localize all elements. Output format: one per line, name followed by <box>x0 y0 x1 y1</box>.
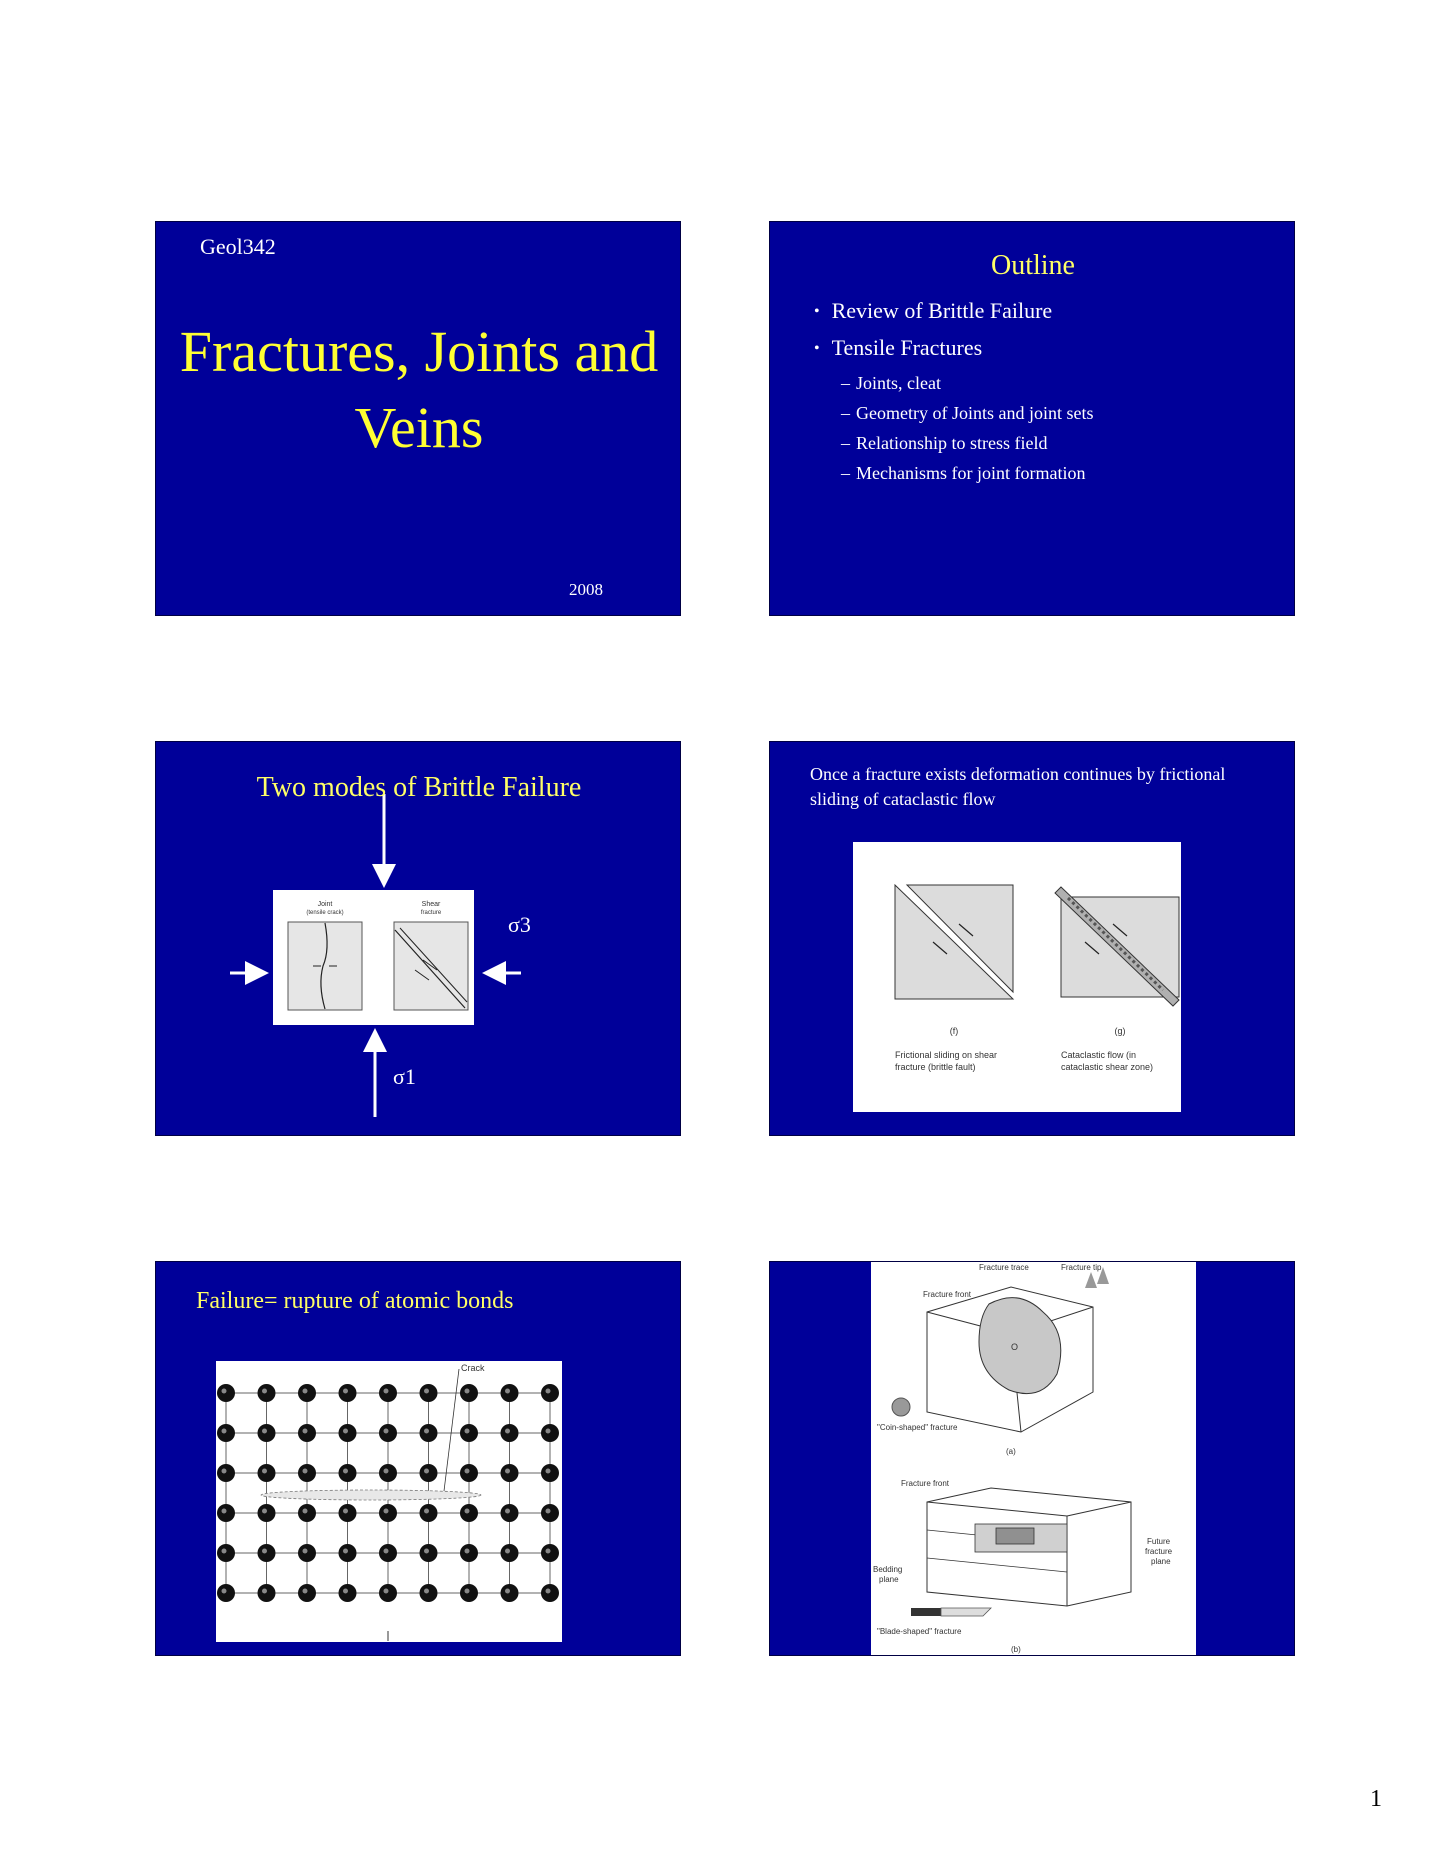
atom <box>298 1424 316 1442</box>
atom <box>217 1544 235 1562</box>
atom-highlight <box>546 1509 551 1514</box>
atom-highlight <box>465 1429 470 1434</box>
atom-highlight <box>262 1389 267 1394</box>
atom <box>217 1504 235 1522</box>
atom-highlight <box>546 1389 551 1394</box>
slide-year: 2008 <box>569 580 603 599</box>
atom-highlight <box>384 1549 389 1554</box>
atom <box>501 1504 519 1522</box>
atom-highlight <box>424 1549 429 1554</box>
atom <box>298 1504 316 1522</box>
atom-highlight <box>222 1589 227 1594</box>
atom-highlight <box>384 1389 389 1394</box>
atom-highlight <box>465 1549 470 1554</box>
fracture-front-label: Fracture front <box>923 1290 972 1299</box>
atom-highlight <box>424 1429 429 1434</box>
blade-shaped-label: "Blade-shaped" fracture <box>877 1627 962 1636</box>
atom <box>420 1384 438 1402</box>
slide-heading: Outline <box>991 250 1075 281</box>
fracture-trace-label: Fracture trace <box>979 1263 1029 1272</box>
atom-highlight <box>343 1549 348 1554</box>
atom <box>420 1504 438 1522</box>
atom-highlight <box>424 1469 429 1474</box>
atom <box>379 1424 397 1442</box>
fig-g-caption-2: cataclastic shear zone) <box>1061 1062 1154 1072</box>
atom <box>460 1424 478 1442</box>
atom <box>379 1584 397 1602</box>
fracture-tip-label: Fracture tip <box>1061 1263 1102 1272</box>
atom-highlight <box>303 1389 308 1394</box>
atomic-lattice-figure <box>216 1361 562 1642</box>
atom <box>460 1384 478 1402</box>
fig-f-caption: Frictional sliding on shear <box>895 1050 998 1060</box>
slide-2 <box>769 221 1295 616</box>
atom-highlight <box>262 1549 267 1554</box>
atom <box>501 1584 519 1602</box>
atom <box>541 1424 559 1442</box>
atom <box>298 1544 316 1562</box>
atom-highlight <box>343 1469 348 1474</box>
atom-highlight <box>465 1469 470 1474</box>
atom <box>258 1504 276 1522</box>
fig-g-label: (g) <box>1114 1026 1126 1036</box>
fig-a-label: (a) <box>1006 1447 1016 1456</box>
atom-highlight <box>546 1549 551 1554</box>
atom <box>379 1384 397 1402</box>
fig-f-label: (f) <box>949 1026 959 1036</box>
bullet-item: • Review of Brittle Failure <box>814 294 1093 331</box>
atom-highlight <box>384 1429 389 1434</box>
atom-highlight <box>424 1589 429 1594</box>
atom <box>258 1464 276 1482</box>
atom-highlight <box>303 1589 308 1594</box>
atom <box>460 1504 478 1522</box>
joint-label-2: (tensile crack) <box>306 910 344 916</box>
atom <box>339 1584 357 1602</box>
atom-highlight <box>505 1469 510 1474</box>
slide-heading: Failure= rupture of atomic bonds <box>196 1288 514 1314</box>
shear-label-2: fracture <box>420 910 442 916</box>
atom-highlight <box>505 1509 510 1514</box>
atom <box>541 1504 559 1522</box>
atom-highlight <box>505 1549 510 1554</box>
page-number: 1 <box>1370 1786 1382 1812</box>
atom-highlight <box>343 1389 348 1394</box>
atom <box>541 1544 559 1562</box>
atom <box>541 1464 559 1482</box>
atom <box>420 1584 438 1602</box>
atom-highlight <box>222 1389 227 1394</box>
atom-highlight <box>505 1589 510 1594</box>
atom-highlight <box>222 1469 227 1474</box>
future-label-2: fracture <box>1145 1547 1173 1556</box>
atom <box>298 1384 316 1402</box>
atom <box>217 1584 235 1602</box>
atom <box>501 1424 519 1442</box>
sub-bullet-item: – Joints, cleat <box>814 368 1093 398</box>
bedding-label: Bedding <box>873 1565 903 1574</box>
atom <box>258 1424 276 1442</box>
atom-highlight <box>303 1469 308 1474</box>
atom-highlight <box>222 1549 227 1554</box>
atom <box>420 1424 438 1442</box>
future-label: Future <box>1147 1537 1171 1546</box>
atom-highlight <box>303 1509 308 1514</box>
sub-bullet-item: – Geometry of Joints and joint sets <box>814 398 1093 428</box>
atom <box>298 1584 316 1602</box>
cataclastic-flow-figure <box>853 842 1181 1112</box>
slide-heading: Two modes of Brittle Failure <box>256 772 582 803</box>
origin-label: O <box>1011 1342 1019 1352</box>
atom-highlight <box>262 1589 267 1594</box>
atom <box>258 1584 276 1602</box>
atom <box>258 1544 276 1562</box>
atom-highlight <box>465 1589 470 1594</box>
atom <box>379 1544 397 1562</box>
sigma3-label: σ3 <box>508 912 531 937</box>
atom <box>501 1544 519 1562</box>
atom <box>217 1464 235 1482</box>
atom-highlight <box>505 1429 510 1434</box>
atom-highlight <box>424 1509 429 1514</box>
slide-heading: Once a fracture exists deformation continues by frictional sliding of cataclastic flow <box>810 764 1226 809</box>
atom-highlight <box>222 1509 227 1514</box>
atom <box>217 1384 235 1402</box>
bedding-label-2: plane <box>879 1575 899 1584</box>
atom <box>541 1584 559 1602</box>
fracture-front-b-label: Fracture front <box>901 1479 950 1488</box>
atom <box>541 1384 559 1402</box>
atom <box>379 1464 397 1482</box>
atom <box>460 1544 478 1562</box>
fig-g-caption: Cataclastic flow (in <box>1061 1050 1137 1060</box>
coin-shaped-label: "Coin-shaped" fracture <box>877 1423 958 1432</box>
outline-list <box>814 294 1093 488</box>
atom-highlight <box>465 1389 470 1394</box>
atom-highlight <box>343 1429 348 1434</box>
slide-3 <box>155 741 681 1136</box>
atom-highlight <box>384 1509 389 1514</box>
brittle-failure-diagram <box>273 890 474 1025</box>
future-label-3: plane <box>1151 1557 1171 1566</box>
atom-highlight <box>384 1469 389 1474</box>
atom <box>298 1464 316 1482</box>
slide-6 <box>769 1261 1295 1656</box>
atom-highlight <box>424 1389 429 1394</box>
atom-highlight <box>465 1509 470 1514</box>
atom <box>460 1464 478 1482</box>
bullet-item: • Tensile Fractures <box>814 331 1093 368</box>
atom <box>339 1384 357 1402</box>
atom-highlight <box>546 1429 551 1434</box>
atom-highlight <box>546 1589 551 1594</box>
sigma1-label: σ1 <box>393 1064 416 1089</box>
fig-f-caption-2: fracture (brittle fault) <box>895 1062 976 1072</box>
atom <box>217 1424 235 1442</box>
atom <box>501 1384 519 1402</box>
atom <box>339 1464 357 1482</box>
atom <box>460 1584 478 1602</box>
atom-highlight <box>222 1429 227 1434</box>
shear-label: Shear <box>421 901 441 908</box>
slide-1 <box>155 221 681 616</box>
atom-highlight <box>546 1469 551 1474</box>
slide-title: Fractures, Joints and Veins <box>179 319 659 460</box>
atom <box>379 1504 397 1522</box>
atom-highlight <box>343 1589 348 1594</box>
atom-highlight <box>384 1589 389 1594</box>
slide-4 <box>769 741 1295 1136</box>
joint-label: Joint <box>317 901 333 908</box>
atom-highlight <box>505 1389 510 1394</box>
atom-highlight <box>262 1469 267 1474</box>
slide-5 <box>155 1261 681 1656</box>
atom-highlight <box>343 1509 348 1514</box>
course-code: Geol342 <box>200 234 276 259</box>
atom <box>258 1384 276 1402</box>
sub-bullet-item: – Relationship to stress field <box>814 428 1093 458</box>
atom-highlight <box>303 1429 308 1434</box>
atom <box>420 1464 438 1482</box>
crack-label: Crack <box>461 1363 485 1373</box>
atom <box>339 1504 357 1522</box>
atom-highlight <box>262 1509 267 1514</box>
atom-highlight <box>262 1429 267 1434</box>
sub-bullet-item: – Mechanisms for joint formation <box>814 458 1093 488</box>
atom <box>339 1424 357 1442</box>
fracture-shape-figure <box>871 1262 1196 1656</box>
fig-b-label: (b) <box>1011 1645 1021 1654</box>
atom <box>339 1544 357 1562</box>
atom <box>501 1464 519 1482</box>
atom <box>420 1544 438 1562</box>
atom-highlight <box>303 1549 308 1554</box>
